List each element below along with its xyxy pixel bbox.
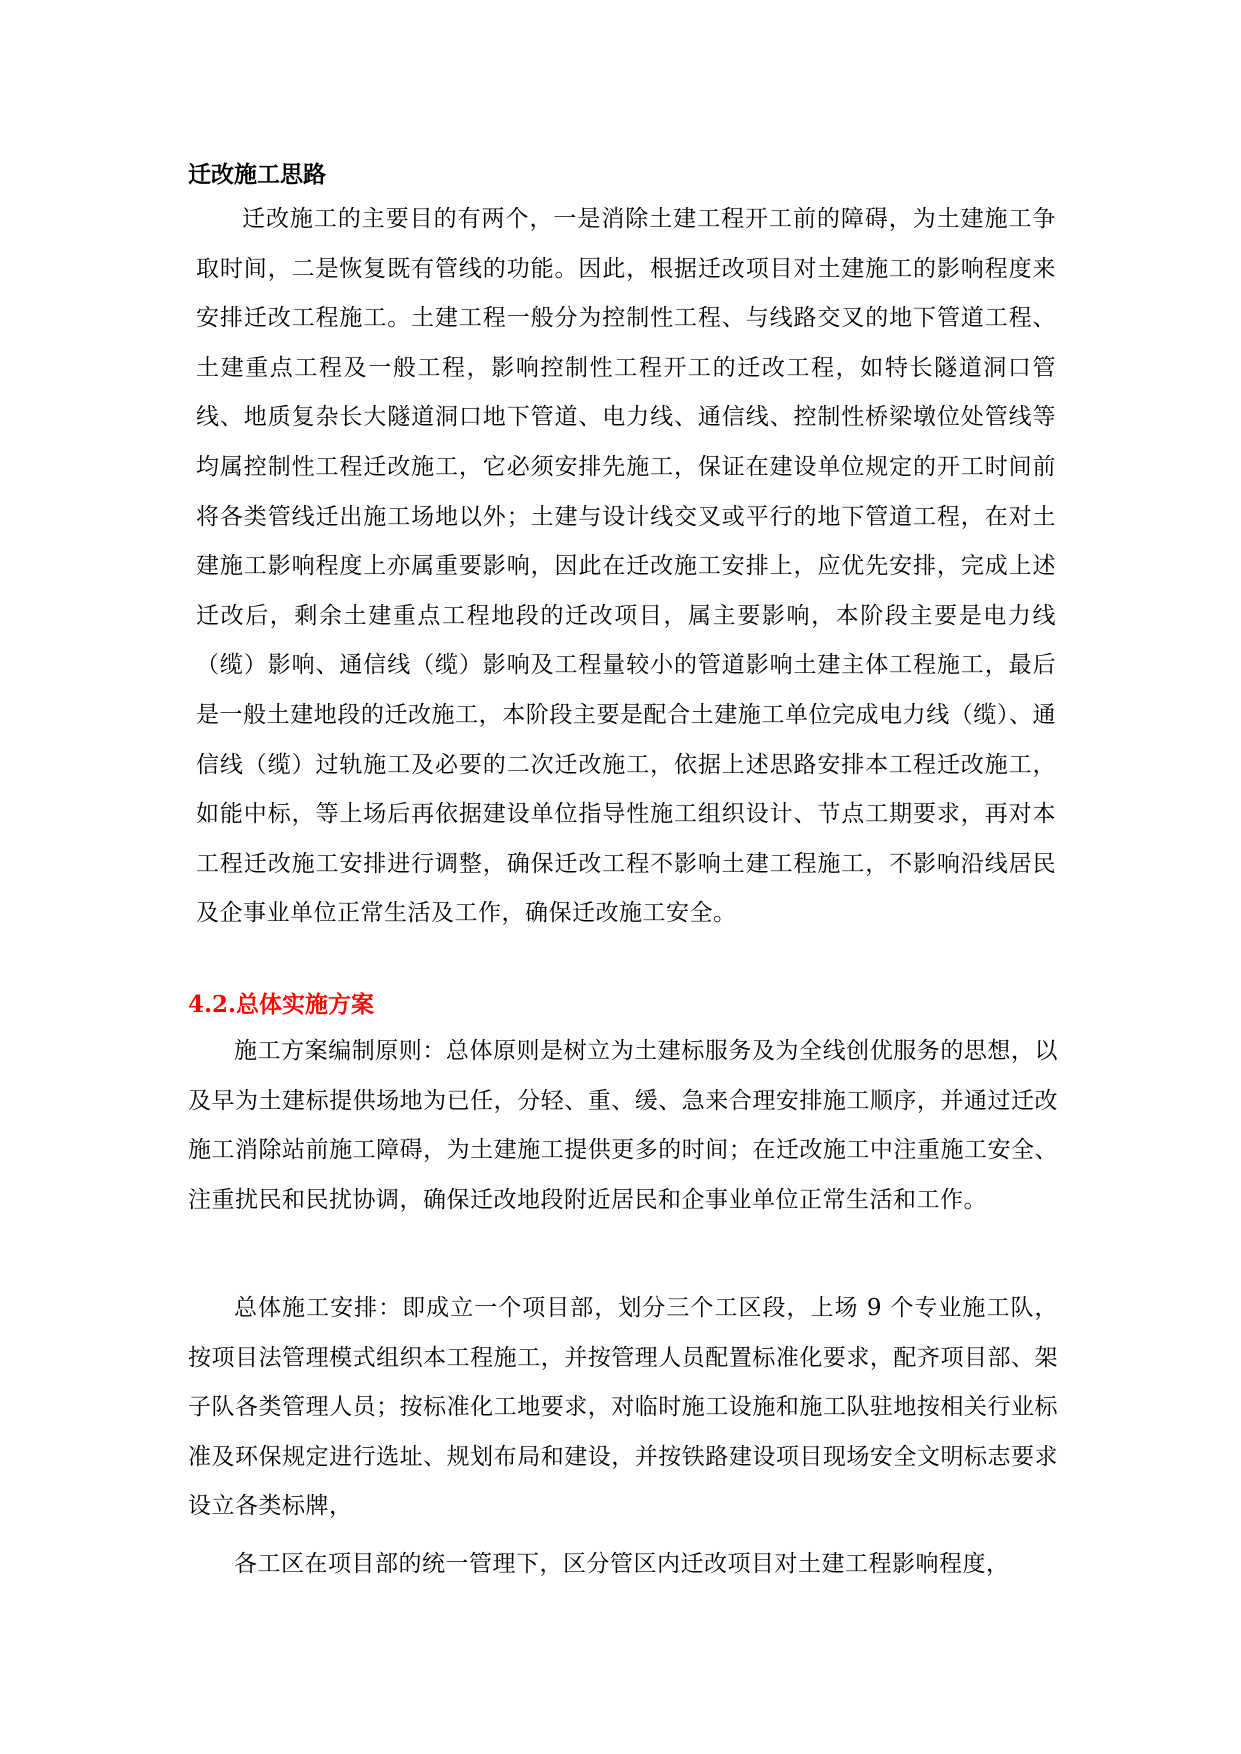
subsection-title: 4.2.总体实施方案 — [188, 991, 375, 1018]
paragraph-planning-principle: 施工方案编制原则：总体原则是树立为土建标服务及为全线创优服务的思想，以及早为土建标提供场地为已任，分轻、重、缓、急来合理安排施工顺序，并通过迁改施工消除站前施工障碍，为土建施工提供更多的时间；在迁改施工中注重施工安全、注重扰民和民扰协调，确保迁改地段附近居民和企事业单位正常生活和工作。 — [188, 1038, 1058, 1213]
section-title: 迁改施工思路 — [188, 161, 326, 188]
paragraph-construction-approach: 迁改施工的主要目的有两个，一是消除土建工程开工前的障碍，为土建施工争取时间，二是恢复既有管线的功能。因此，根据迁改项目对土建施工的影响程度来安排迁改工程施工。土建工程一般分为控制性工程、与线路交叉的地下管道工程、土建重点工程及一般工程，影响控制性工程开工的迁改工程，如特长隧道洞口管线、地质复杂长大隧道洞口地下管道、电力线、通信线、控制性桥梁墩位处管线等均属控制性工程迁改施工，它必须安排先施工，保证在建设单位规定的开工时间前将各类管线迁出施工场地以外；土建与设计线交叉或平行的地下管道工程，在对土建施工影响程度上亦属重要影响，因此在迁改施工安排上，应优先安排，完成上述迁改后，剩余土建重点工程地段的迁改项目，属主要影响，本阶段主要是电力线（缆）影响、通信线（缆）影响及工程量较小的管道影响土建主体工程施工，最后是一般土建地段的迁改施工，本阶段主要是配合土建施工单位完成电力线（缆）、通信线（缆）过轨施工及必要的二次迁改施工，依据上述思路安排本工程迁改施工，如能中标，等上场后再依据建设单位指导性施工组织设计、节点工期要求，再对本工程迁改施工安排进行调整，确保迁改工程不影响土建工程施工，不影响沿线居民及企事业单位正常生活及工作，确保迁改施工安全。 — [196, 206, 1056, 927]
paragraph-work-areas: 各工区在项目部的统一管理下，区分管区内迁改项目对土建工程影响程度， — [234, 1551, 1010, 1577]
paragraph-overall-arrangement: 总体施工安排：即成立一个项目部，划分三个工区段，上场 9 个专业施工队，按项目法管理模式组织本工程施工，并按管理人员配置标准化要求，配齐项目部、架子队各类管理人员；按标准化工地要求，对临时施工设施和施工队驻地按相关行业标准及环保规定进行选址、规划布局和建设，并按铁路建设项目现场安全文明标志要求设立各类标牌， — [188, 1295, 1058, 1520]
